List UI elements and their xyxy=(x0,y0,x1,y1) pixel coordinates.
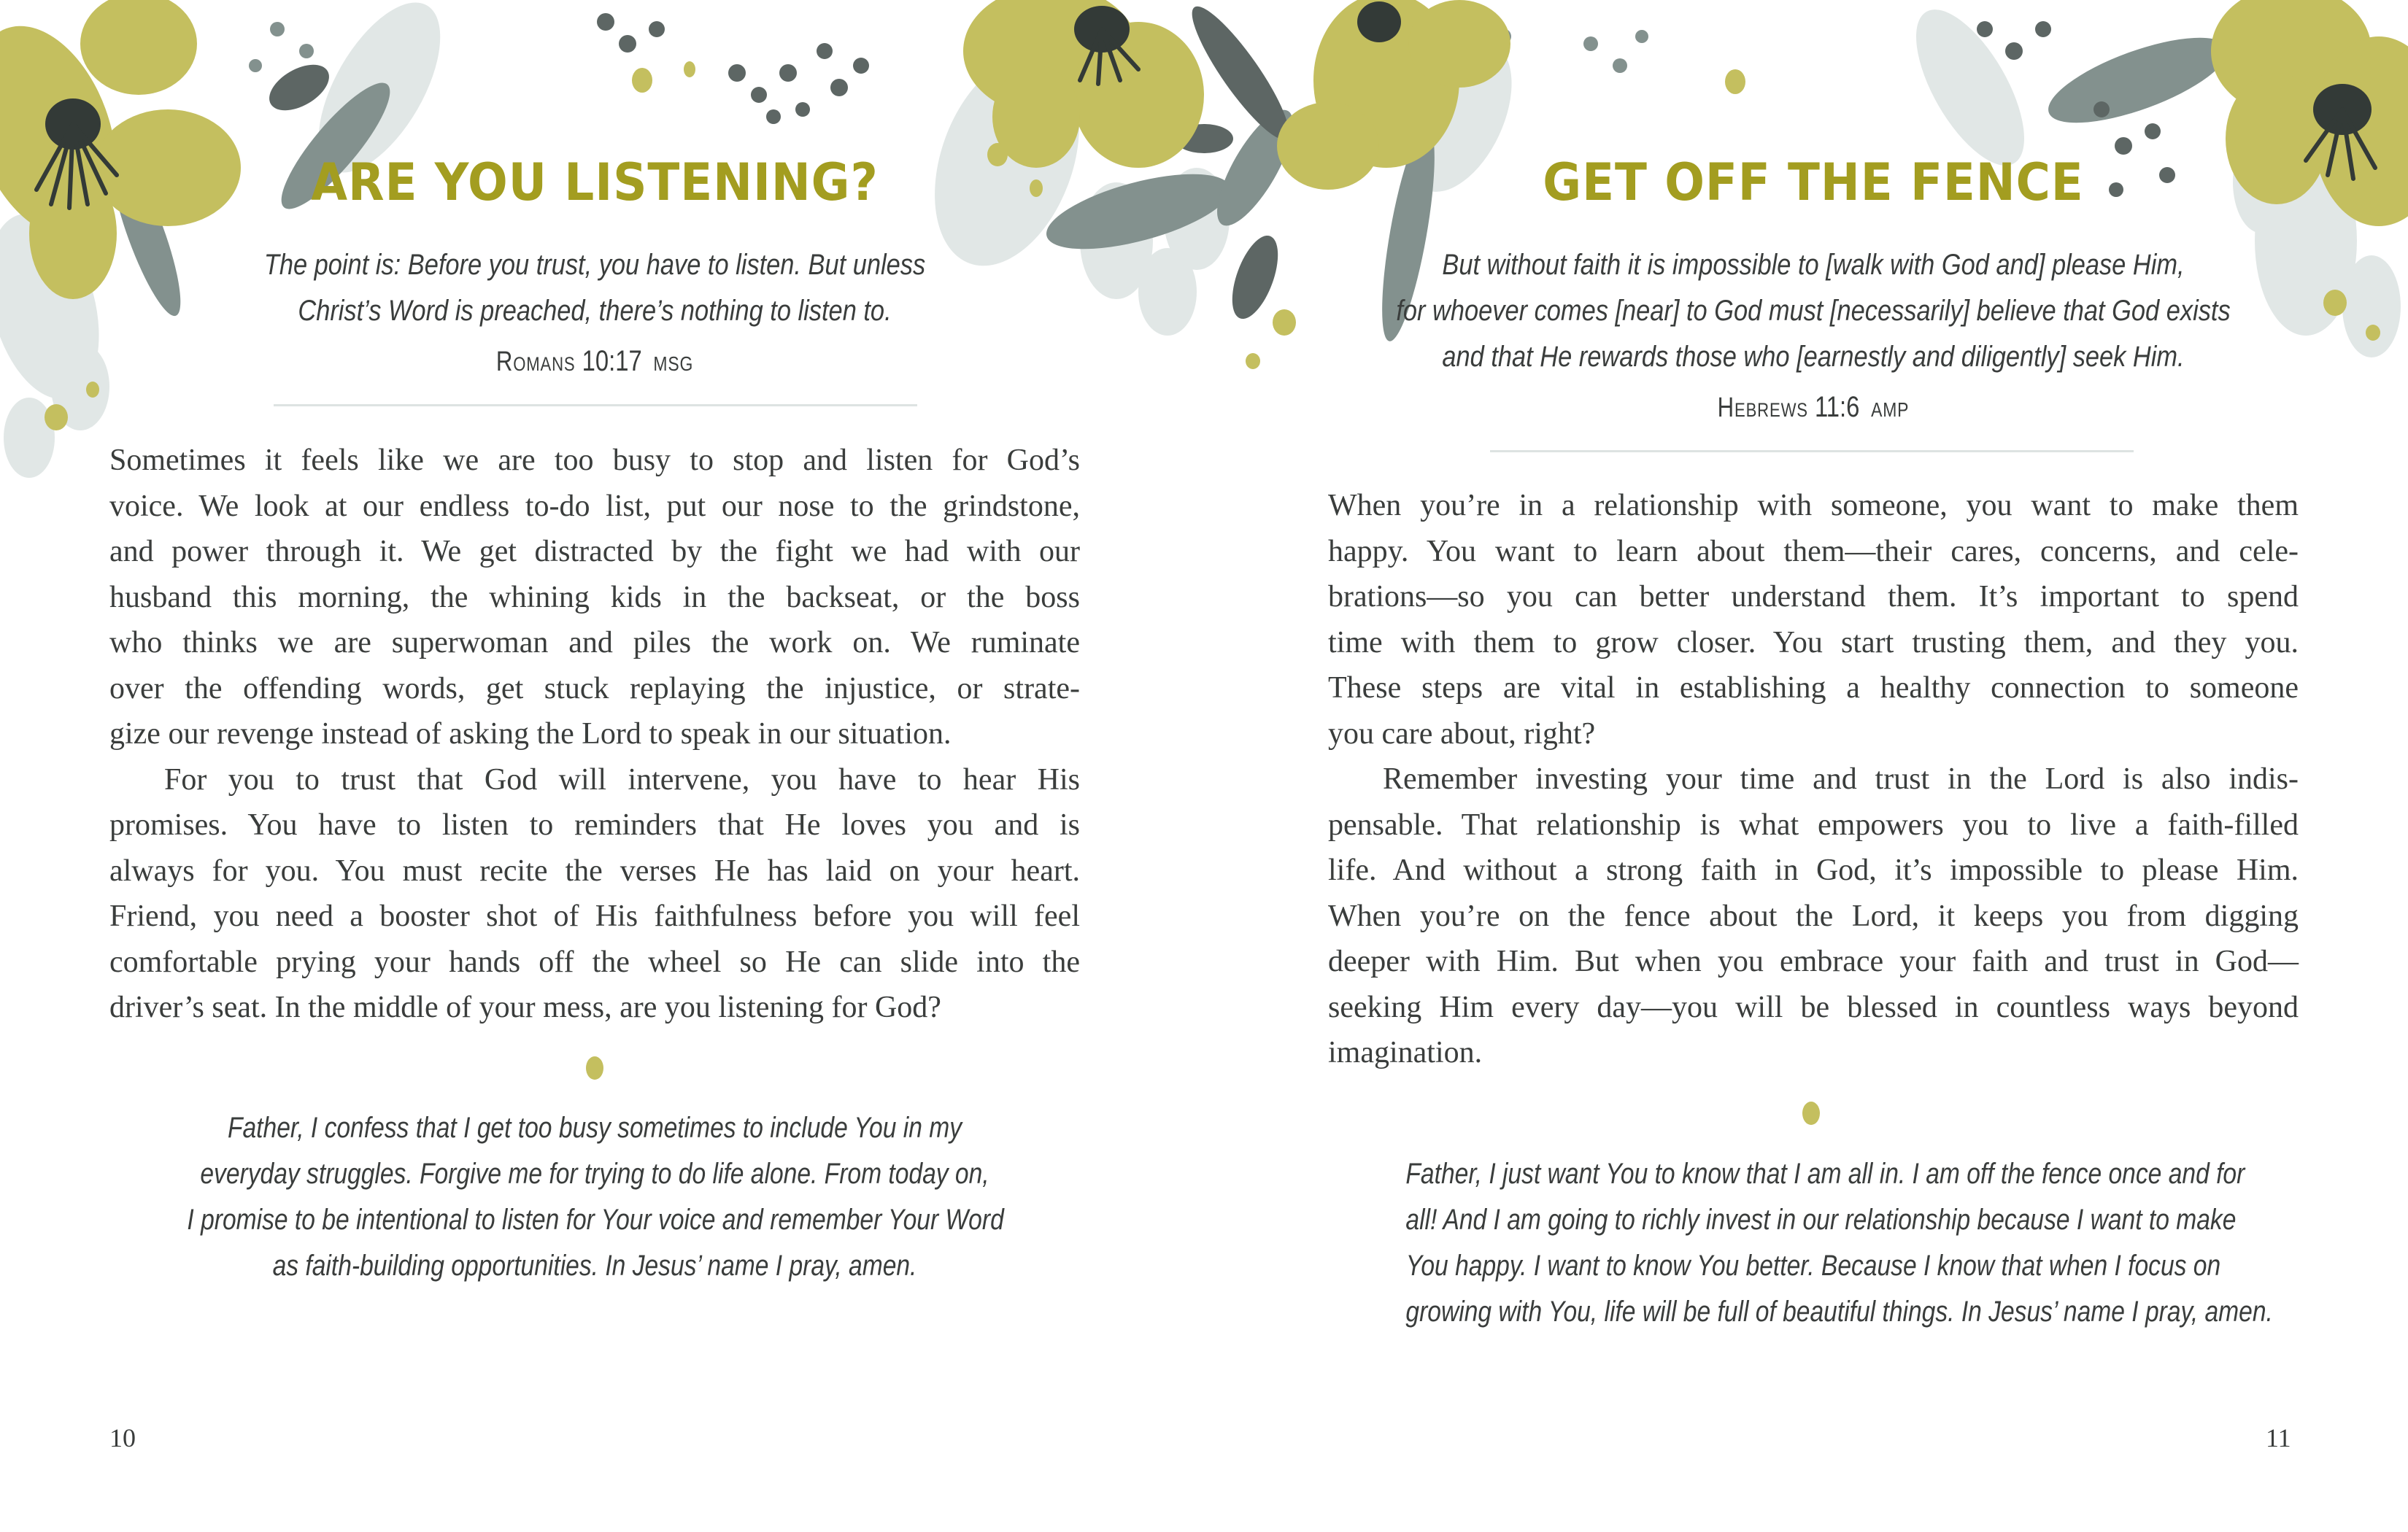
right-page-number: 11 xyxy=(2266,1423,2291,1452)
body-line: Remember investing your time and trust in the Lord is also indis- xyxy=(1383,762,2299,796)
body-line: seeking Him every day—you will be blessed in countless ways beyond xyxy=(1328,990,2299,1024)
body-line: brations—so you can better understand them. It’s important to spend xyxy=(1328,580,2299,614)
left-devotional-body xyxy=(109,438,1080,1031)
body-line: These steps are vital in establishing a healthy connection to someone xyxy=(1328,671,2299,705)
prayer-line: Father, I confess that I get too busy sometimes to include You in my xyxy=(227,1112,962,1144)
body-line: When you’re in a relationship with someone, you want to make them xyxy=(1328,489,2299,522)
verse-line: Christ’s Word is preached, there’s nothing to listen to. xyxy=(298,295,892,327)
body-line: When you’re on the fence about the Lord, it keeps you from digging xyxy=(1328,899,2299,933)
body-line: happy. You want to learn about them—their cares, concerns, and cele- xyxy=(1328,534,2299,568)
body-line: imagination. xyxy=(1328,1036,1483,1069)
seed-dot-separator-icon xyxy=(1802,1102,1820,1125)
seed-dot-separator-icon xyxy=(586,1056,603,1080)
reference-version: MSG xyxy=(653,352,694,375)
body-line: gize our revenge instead of asking the Lord to speak in our situation. xyxy=(109,717,952,751)
reference-version: AMP xyxy=(1871,398,1910,421)
verse-line: The point is: Before you trust, you have to listen. But unless xyxy=(263,249,926,281)
body-line: Sometimes it feels like we are too busy to stop and listen for God’s xyxy=(109,444,1080,477)
body-line: over the offending words, get stuck replaying the injustice, or strate- xyxy=(109,671,1080,705)
right-divider xyxy=(1490,450,2134,452)
prayer-line: Father, I just want You to know that I am all in. I am off the fence once and for xyxy=(1405,1158,2245,1190)
body-line: deeper with Him. But when you embrace your faith and trust in God— xyxy=(1328,945,2299,978)
left-divider xyxy=(274,404,917,406)
prayer-line: I promise to be intentional to listen for Your voice and remember Your Word xyxy=(187,1204,1004,1236)
body-line: life. And without a strong faith in God, it’s impossible to please Him. xyxy=(1328,854,2299,887)
body-line: promises. You have to listen to reminders that He loves you and is xyxy=(109,808,1080,842)
prayer-line: You happy. I want to know You better. Because I know that when I focus on xyxy=(1405,1250,2221,1282)
body-line: Friend, you need a booster shot of His faithfulness before you will feel xyxy=(109,900,1080,933)
left-scripture-reference xyxy=(197,347,993,376)
body-line: For you to trust that God will intervene, you have to hear His xyxy=(164,762,1080,797)
body-line: always for you. You must recite the verses He has laid on your heart. xyxy=(109,854,1080,888)
body-line: comfortable prying your hands off the wheel so He can slide into the xyxy=(109,945,1080,979)
prayer-line: growing with You, life will be full of beautiful things. In Jesus’ name I pray, amen. xyxy=(1405,1296,2273,1328)
left-scripture-quote xyxy=(177,242,1012,334)
verse-line: But without faith it is impossible to [walk with God and] please Him, xyxy=(1442,249,2185,281)
reference-book: Hebrews xyxy=(1717,392,1808,423)
reference-verse: 11:6 xyxy=(1814,391,1860,423)
prayer-line: all! And I am going to richly invest in our relationship because I want to make xyxy=(1405,1204,2237,1236)
right-scripture-reference xyxy=(1416,392,2212,422)
right-scripture-quote xyxy=(1396,242,2231,380)
body-line: and power through it. We get distracted by the fight we had with our xyxy=(109,535,1080,568)
body-line: voice. We look at our endless to-do list, put our nose to the grindstone, xyxy=(109,489,1080,523)
right-devotional-body xyxy=(1328,483,2299,1076)
reference-verse: 10:17 xyxy=(582,345,642,377)
right-prayer xyxy=(1405,1151,2273,1335)
body-line: you care about, right? xyxy=(1328,716,1596,751)
left-page-number: 10 xyxy=(109,1423,136,1452)
body-line: who thinks we are superwoman and piles the work on. We ruminate xyxy=(109,626,1080,659)
prayer-line: as faith-building opportunities. In Jesus’ name I pray, amen. xyxy=(272,1250,917,1282)
verse-line: for whoever comes [near] to God must [necessarily] believe that God exists xyxy=(1396,295,2231,327)
left-page-title: ARE YOU LISTENING? xyxy=(311,152,879,212)
body-line: husband this morning, the whining kids in the backseat, or the boss xyxy=(109,580,1080,614)
reference-book: Romans xyxy=(495,347,576,377)
body-line: pensable. That relationship is what empowers you to live a faith-filled xyxy=(1328,808,2299,842)
body-line: driver’s seat. In the middle of your mess, are you listening for God? xyxy=(109,991,941,1024)
prayer-line: everyday struggles. Forgive me for trying to do life alone. From today on, xyxy=(200,1158,989,1190)
body-line: time with them to grow closer. You start trusting them, and they you. xyxy=(1328,625,2299,659)
right-page-title: GET OFF THE FENCE xyxy=(1543,152,2084,212)
verse-line: and that He rewards those who [earnestly and diligently] seek Him. xyxy=(1442,341,2185,373)
left-prayer xyxy=(187,1105,1002,1289)
